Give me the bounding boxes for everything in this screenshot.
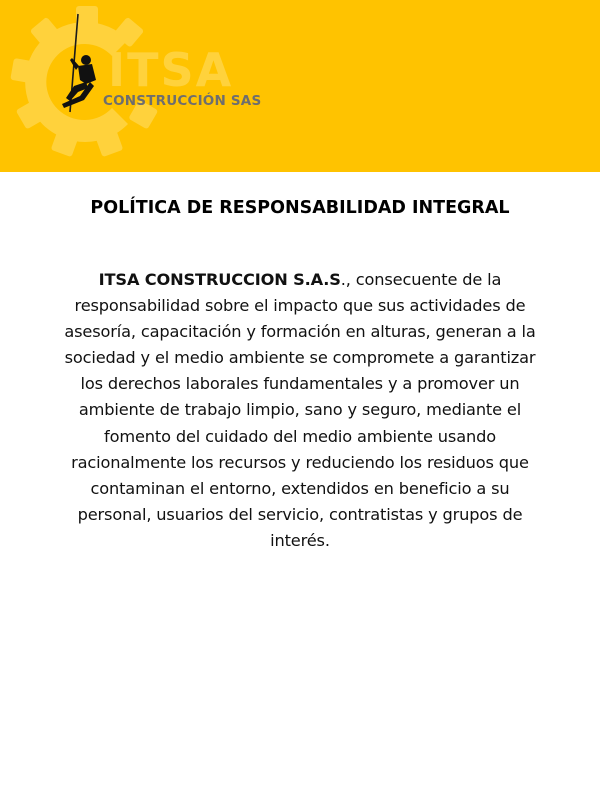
policy-body: ., consecuente de la responsabilidad sobre el impacto que sus actividades de asesoría, capacitación y formación en alturas, generan a la sociedad y el medio ambiente se compromete a garantizar los derechos laborales fundamentales y a promover un ambiente de trabajo limpio, sano y seguro, mediante el fomento del cuidado del medio ambiente usando racionalmente los recursos y reduciendo los residuos que contaminan el entorno, extendidos en beneficio a su personal, usuarios del servicio, contratistas y grupos de interés. xyxy=(64,270,536,550)
company-logo xyxy=(0,0,300,172)
header-banner xyxy=(0,0,600,172)
gear-with-climber-icon xyxy=(0,0,300,172)
logo-wordmark: ITSA xyxy=(108,43,234,97)
company-name: ITSA CONSTRUCCION S.A.S xyxy=(98,270,341,289)
logo-subtitle: CONSTRUCCIÓN SAS xyxy=(103,93,262,109)
page-title: POLÍTICA DE RESPONSABILIDAD INTEGRAL xyxy=(90,198,510,218)
policy-paragraph xyxy=(62,267,538,554)
